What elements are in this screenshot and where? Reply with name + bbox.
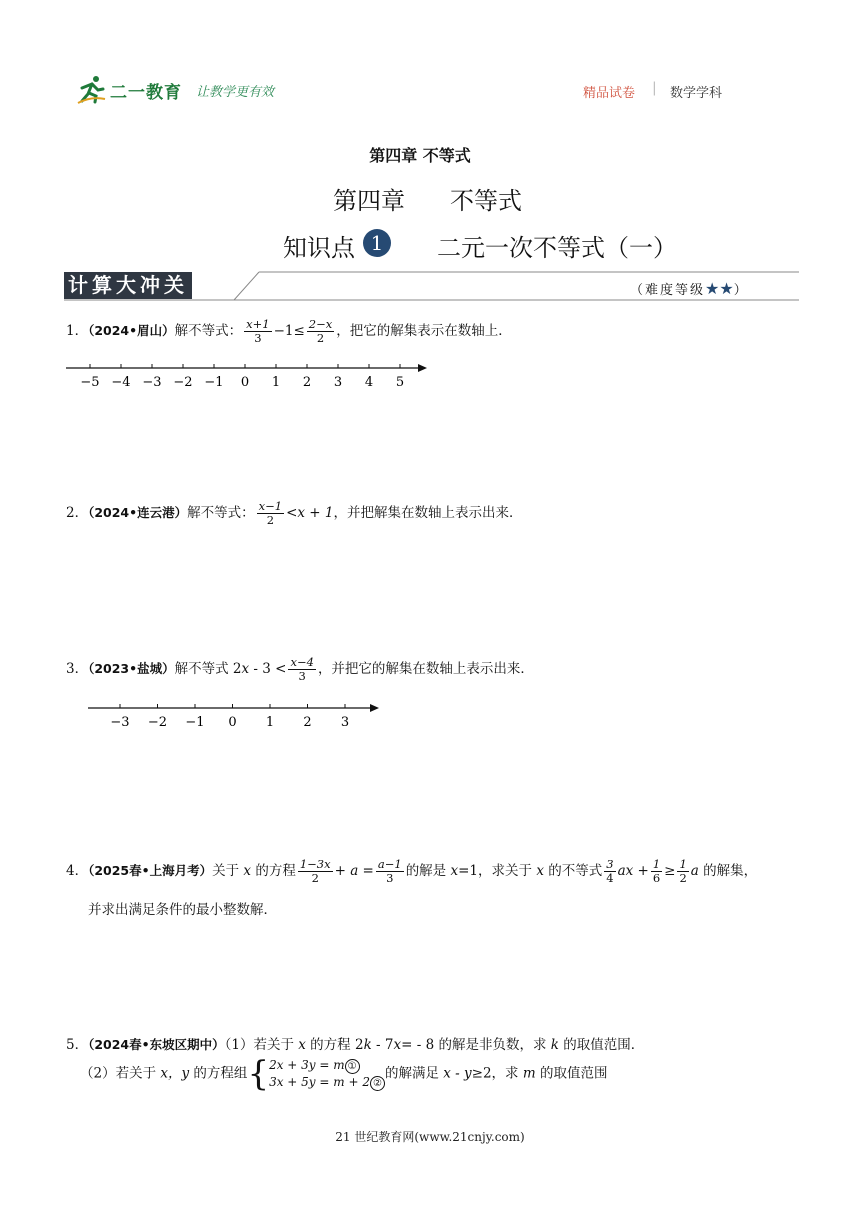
problem-text: < xyxy=(286,505,298,522)
problem-text: - 3 < xyxy=(249,661,287,678)
number-line-label: −4 xyxy=(111,375,131,390)
number-line-label: 4 xyxy=(364,375,374,390)
number-line-label: −3 xyxy=(110,715,130,730)
fraction: $\frac{a-1}{3}$ xyxy=(377,857,402,886)
problem-text: （2）若关于 xyxy=(80,1065,161,1082)
problem-math: x xyxy=(241,661,250,678)
problem-1 xyxy=(66,318,512,345)
problem-source: （2023•盐城） xyxy=(88,661,175,677)
number-line-label: −1 xyxy=(185,715,205,730)
problem-source: （2024春•东坡区期中） xyxy=(88,1037,225,1052)
problem-text: ，把它的解集表示在数轴上． xyxy=(336,323,512,340)
problem-4-line-2: 并求出满足条件的最小整数解． xyxy=(88,902,277,918)
number-line-label: 5 xyxy=(395,375,405,390)
problem-text: ≥2，求 xyxy=(471,1065,523,1082)
number-line-label: −2 xyxy=(173,375,193,390)
knowledge-point-number-badge: 1 xyxy=(363,229,391,257)
brand-name: 二一教育 xyxy=(110,83,182,103)
problem-math: x，y xyxy=(160,1065,190,1082)
number-line-label: −1 xyxy=(204,375,224,390)
problem-text: 的解是 xyxy=(405,863,451,880)
problem-math: ≥ xyxy=(664,863,676,880)
problem-text: 的不等式 xyxy=(543,863,603,880)
problem-text: 解不等式 2 xyxy=(174,661,242,678)
section-banner-title: 计算大冲关 xyxy=(64,272,192,299)
problem-math: + a = xyxy=(334,863,374,880)
problem-math: x xyxy=(450,863,459,880)
fraction: $\frac{x-1}{2}$ xyxy=(258,499,283,528)
problem-math: x - y xyxy=(443,1065,472,1082)
arrow-right-icon xyxy=(418,364,427,372)
problem-index: 5． xyxy=(66,1037,89,1053)
problem-math: ax + xyxy=(617,863,649,880)
problem-text: ，并把它的解集在数轴上表示出来． xyxy=(317,661,534,678)
problem-text: 的取值范围． xyxy=(558,1037,645,1053)
fraction: $\frac{2-x}{2}$ xyxy=(308,317,333,346)
equation-2: 3x + 5y = m + 2 ② xyxy=(269,1074,385,1091)
arrow-right-icon xyxy=(370,704,379,712)
header-tag-left: 精品试卷 xyxy=(583,86,636,101)
fraction: $\frac{3}{4}$ xyxy=(606,857,614,886)
header-logo xyxy=(76,72,306,106)
problem-text: 关于 xyxy=(212,863,244,880)
problem-math: x xyxy=(298,1037,306,1053)
number-line-label: 2 xyxy=(302,375,312,390)
problem-math: x xyxy=(393,1037,402,1053)
problem-text: 的方程组 xyxy=(189,1065,248,1082)
problem-math: k xyxy=(550,1037,559,1053)
chapter-label: 第四章 xyxy=(333,187,405,215)
fraction: $\frac{1-3x}{2}$ xyxy=(299,857,331,886)
problem-math: k xyxy=(363,1037,372,1053)
number-line-label: 0 xyxy=(240,375,250,390)
problem-text: - 7 xyxy=(371,1037,394,1053)
fraction: $\frac{x-4}{3}$ xyxy=(290,655,314,684)
number-line xyxy=(66,360,428,394)
problem-text: （1）若关于 xyxy=(224,1037,299,1053)
problem-text: 的解集， xyxy=(698,863,758,880)
problem-text: 的取值范围 xyxy=(535,1065,608,1082)
problem-4 xyxy=(66,858,757,885)
number-line xyxy=(88,700,380,734)
problem-math: x xyxy=(536,863,544,880)
problem-text: −1≤ xyxy=(273,323,305,340)
number-line-label: −2 xyxy=(147,715,168,730)
number-line-label: 2 xyxy=(303,715,312,730)
problem-text: 解不等式： xyxy=(174,323,243,340)
number-line-label: 0 xyxy=(228,715,237,730)
problem-text: 的方程 2 xyxy=(305,1037,364,1053)
difficulty-close: ） xyxy=(733,283,749,298)
knowledge-point-topic: 二元一次不等式（一） xyxy=(437,234,677,262)
problem-text: 的方程 xyxy=(251,863,296,880)
problem-source: （2024•眉山） xyxy=(88,323,175,339)
equation-1: 2x + 3y = m ① xyxy=(269,1057,385,1074)
number-line-label: 1 xyxy=(265,715,275,730)
problem-source: （2024•连云港） xyxy=(88,505,188,521)
problem-math: x + 1 xyxy=(297,505,334,522)
problem-text: ，并把解集在数轴上表示出来． xyxy=(333,505,523,522)
problem-source: （2025春•上海月考） xyxy=(88,863,213,879)
fraction: $\frac{x+1}{3}$ xyxy=(246,317,270,346)
problem-text: 的解满足 xyxy=(384,1065,444,1082)
problem-index: 1． xyxy=(66,323,89,340)
header-tag-right: 数学学科 xyxy=(670,86,723,101)
problem-5-part-2 xyxy=(80,1054,608,1094)
equation-system xyxy=(269,1057,385,1091)
problem-math: x xyxy=(243,863,252,880)
problem-index: 3． xyxy=(66,661,89,678)
number-line-label: 3 xyxy=(333,375,343,390)
number-line-label: −3 xyxy=(142,375,162,390)
fraction: $\frac{1}{6}$ xyxy=(652,857,661,886)
running-man-icon xyxy=(76,74,106,104)
problem-index: 2． xyxy=(66,505,89,522)
problem-text: =1，求关于 xyxy=(458,863,537,880)
header-tag-separator: | xyxy=(652,80,657,96)
knowledge-point-label: 知识点 xyxy=(283,234,355,262)
problem-text: = - 8 的解是非负数，求 xyxy=(401,1037,551,1053)
difficulty-rating xyxy=(630,279,749,298)
number-line-label: 1 xyxy=(271,375,281,390)
fraction: $\frac{1}{2}$ xyxy=(679,857,687,886)
document-head-title: 第四章 不等式 xyxy=(369,146,471,165)
problem-3 xyxy=(66,656,534,683)
slogan: 让教学更有效 xyxy=(196,85,275,100)
chapter-name: 不等式 xyxy=(450,187,522,215)
problem-math: m xyxy=(522,1065,536,1082)
problem-2 xyxy=(66,500,523,527)
problem-text: 解不等式： xyxy=(187,505,255,522)
star-icon: ★★ xyxy=(705,279,734,298)
page-footer: 21 世纪教育网(www.21cnjy.com) xyxy=(335,1130,525,1144)
number-line-label: −5 xyxy=(80,375,100,390)
system-brace: { xyxy=(247,1054,270,1094)
problem-5 xyxy=(66,1033,644,1053)
number-line-label: 3 xyxy=(340,715,350,730)
problem-index: 4． xyxy=(66,863,89,880)
difficulty-label: （难度等级 xyxy=(630,283,706,298)
problem-math: a xyxy=(690,863,699,880)
